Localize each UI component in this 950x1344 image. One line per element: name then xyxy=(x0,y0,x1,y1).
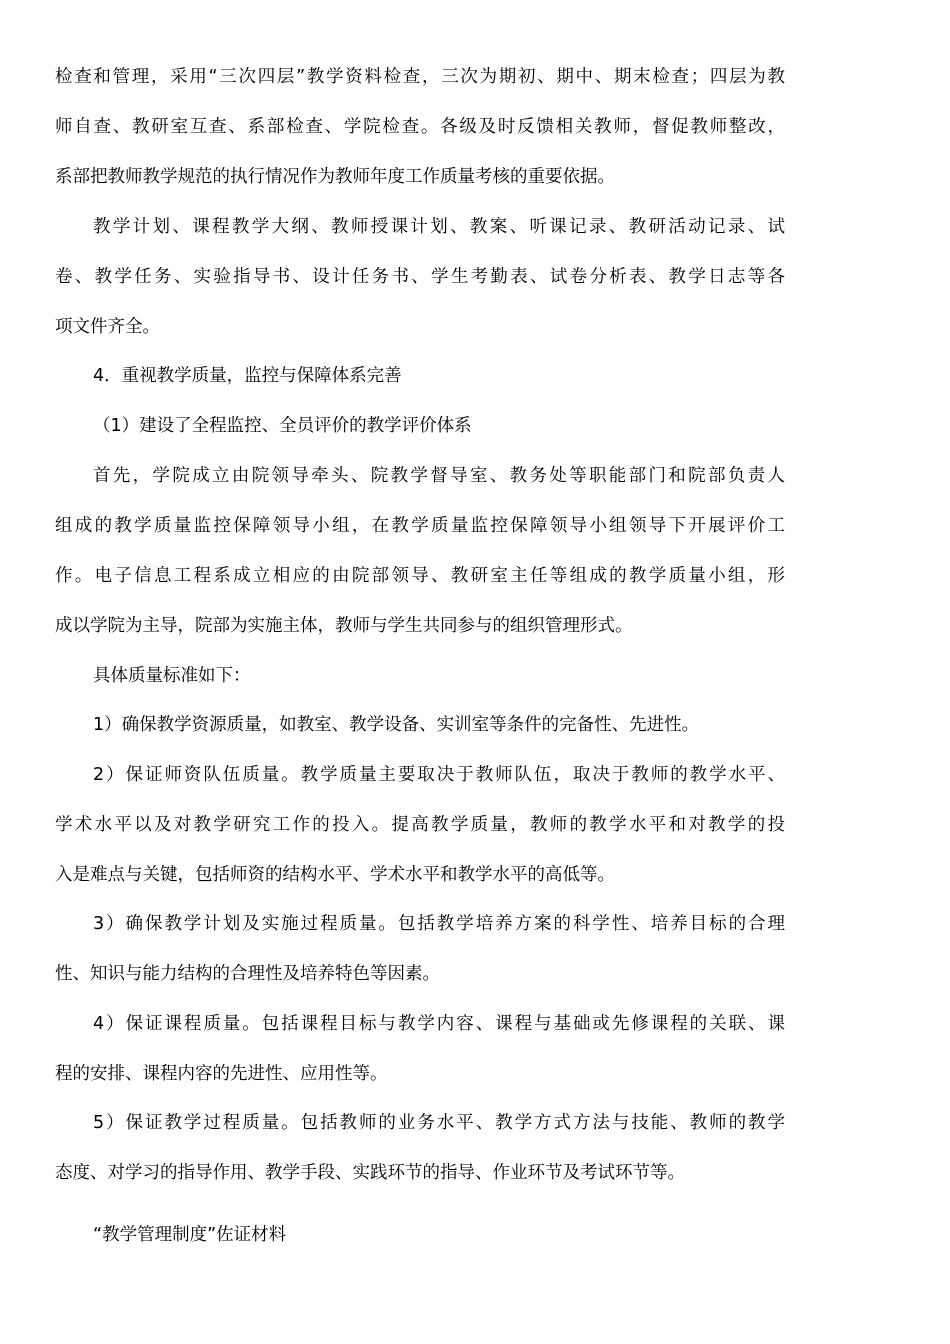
text-line: 卷、教学任务、实验指导书、设计任务书、学生考勤表、试卷分析表、教学日志等各 xyxy=(55,267,785,287)
text-line: 首先，学院成立由院领导牵头、院教学督导室、教务处等职能部门和院部负责人 xyxy=(93,466,785,486)
list-item: 5）保证教学过程质量。包括教师的业务水平、教学方式方法与技能、教师的教学 xyxy=(93,1113,785,1133)
text-line: 性、知识与能力结构的合理性及培养特色等因素。 xyxy=(55,964,440,984)
text-line: 程的安排、课程内容的先进性、应用性等。 xyxy=(55,1064,388,1084)
text-line: 检查和管理，采用“三次四层”教学资料检查，三次为期初、期中、期末检查；四层为教 xyxy=(55,67,785,87)
text-line: 成以学院为主导，院部为实施主体，教师与学生共同参与的组织管理形式。 xyxy=(55,616,633,636)
section-title: “教学管理制度”佐证材料 xyxy=(93,1225,287,1245)
text-line: 入是难点与关键，包括师资的结构水平、学术水平和教学水平的高低等。 xyxy=(55,865,615,885)
section-heading: 4．重视教学质量，监控与保障体系完善 xyxy=(93,366,402,386)
text-line: 具体质量标准如下： xyxy=(93,666,251,686)
text-line: 教学计划、课程教学大纲、教师授课计划、教案、听课记录、教研活动记录、试 xyxy=(93,217,785,237)
text-line: 系部把教师教学规范的执行情况作为教师年度工作质量考核的重要依据。 xyxy=(55,167,615,187)
text-line: 作。电子信息工程系成立相应的由院部领导、教研室主任等组成的教学质量小组，形 xyxy=(55,566,785,586)
list-item: 1）确保教学资源质量，如教室、教学设备、实训室等条件的完备性、先进性。 xyxy=(93,715,700,735)
list-item: 3）确保教学计划及实施过程质量。包括教学培养方案的科学性、培养目标的合理 xyxy=(93,914,785,934)
list-item: 4）保证课程质量。包括课程目标与教学内容、课程与基础或先修课程的关联、课 xyxy=(93,1014,785,1034)
text-line: 态度、对学习的指导作用、教学手段、实践环节的指导、作业环节及考试环节等。 xyxy=(55,1163,685,1183)
text-line: 师自查、教研室互查、系部检查、学院检查。各级及时反馈相关教师，督促教师整改， xyxy=(55,117,785,137)
text-line: 学术水平以及对教学研究工作的投入。提高教学质量，教师的教学水平和对教学的投 xyxy=(55,815,785,835)
text-line: 组成的教学质量监控保障领导小组，在教学质量监控保障领导小组领导下开展评价工 xyxy=(55,516,785,536)
list-item: 2）保证师资队伍质量。教学质量主要取决于教师队伍，取决于教师的教学水平、 xyxy=(93,765,785,785)
subsection-heading: （1）建设了全程监控、全员评价的教学评价体系 xyxy=(93,416,472,436)
text-line: 项文件齐全。 xyxy=(55,317,160,337)
